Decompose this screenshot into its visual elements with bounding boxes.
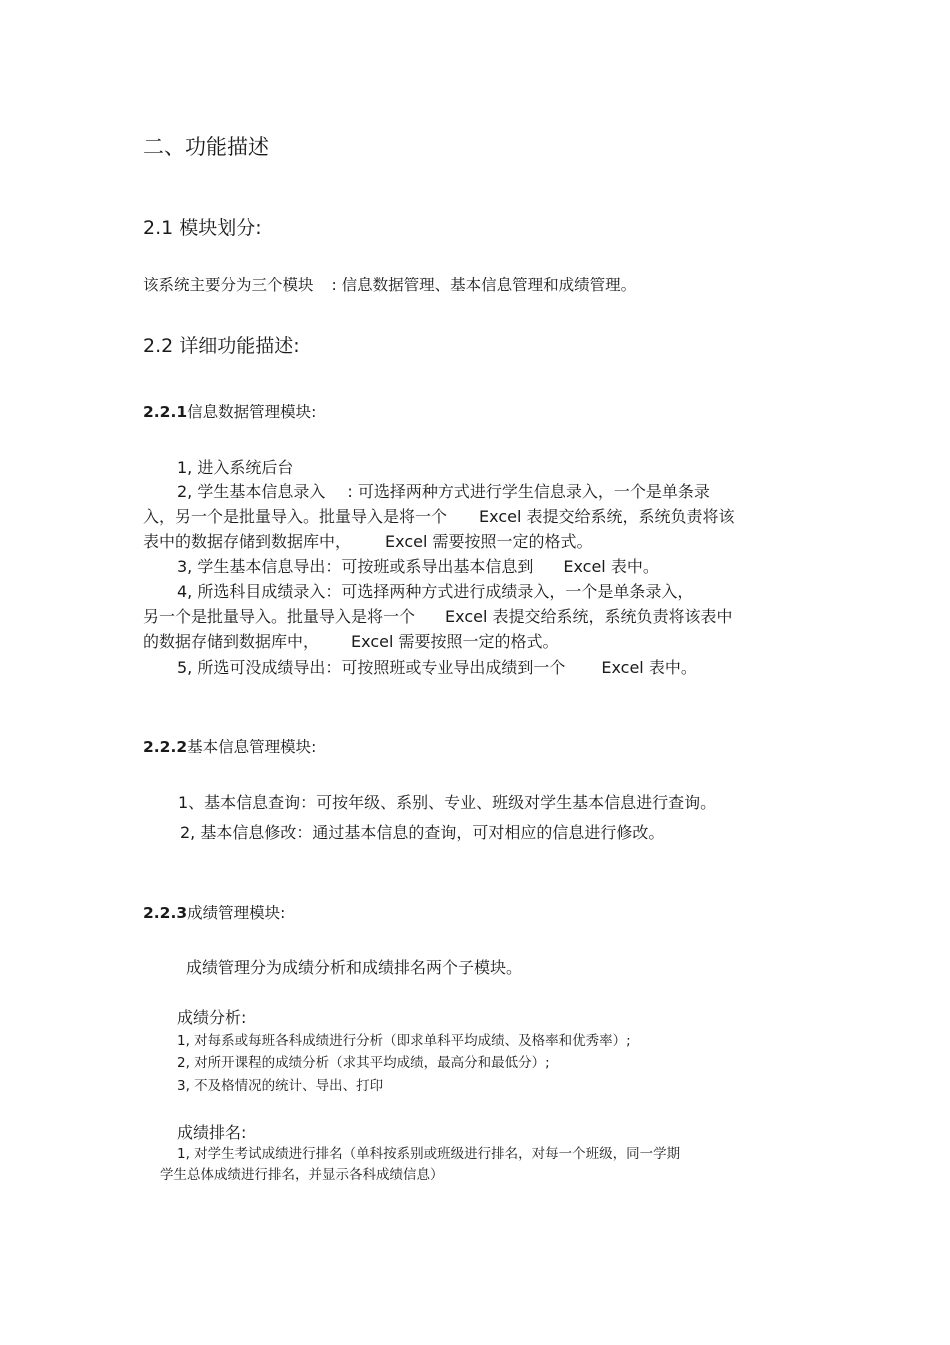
heading-2-2-2-number: 2.2.2 — [143, 738, 188, 756]
heading-2-2-1 — [143, 405, 316, 421]
heading-2-2-3 — [143, 906, 285, 922]
analysis-item-3: 3, 不及格情况的统计、导出、打印 — [177, 1078, 384, 1094]
s221-line-4 — [143, 534, 593, 550]
ranking-item-1-cont: 学生总体成绩进行排名，并显示各科成绩信息） — [160, 1167, 444, 1183]
s21-text-part2: : 信息数据管理、基本信息管理和成绩管理。 — [331, 276, 637, 294]
analysis-title: 成绩分析: — [177, 1008, 247, 1027]
s221-line-8 — [143, 634, 559, 650]
heading-2-1: 2.1 模块划分: — [143, 217, 262, 239]
s222-item-1: 1、基本信息查询：可按年级、系别、专业、班级对学生基本信息进行查询。 — [178, 793, 717, 812]
s221-line-4-a: 表中的数据存储到数据库中， — [143, 532, 352, 551]
s221-line-6-text: 4, 所选科目成绩录入：可选择两种方式进行成绩录入，一个是单条录入， — [177, 582, 694, 601]
heading-2-2-2 — [143, 740, 316, 756]
section-title: 二、功能描述 — [143, 135, 269, 159]
s221-line-9-b: Excel 表中。 — [601, 658, 697, 677]
s221-line-5-b: Excel 表中。 — [563, 557, 659, 576]
s221-line-1 — [177, 460, 293, 476]
s221-line-8-a: 的数据存储到数据库中， — [143, 632, 320, 651]
heading-2-2-3-number: 2.2.3 — [143, 904, 188, 922]
s223-intro: 成绩管理分为成绩分析和成绩排名两个子模块。 — [186, 958, 523, 977]
s221-line-4-b: Excel 需要按照一定的格式。 — [385, 532, 593, 551]
s221-line-7 — [143, 609, 733, 625]
s221-line-3-a: 入，另一个是批量导入。批量导入是将一个 — [143, 507, 448, 526]
s221-line-6 — [177, 584, 693, 600]
heading-2-2-1-title: 信息数据管理模块: — [187, 403, 317, 421]
s221-line-2-b: : 可选择两种方式进行学生信息录入，一个是单条录 — [347, 482, 710, 501]
s221-line-2-a: 2, 学生基本信息录入 — [177, 482, 326, 501]
s221-line-8-b: Excel 需要按照一定的格式。 — [351, 632, 559, 651]
ranking-item-1: 1, 对学生考试成绩进行排名（单科按系别或班级进行排名，对每一个班级，同一学期 — [177, 1146, 681, 1162]
s21-text — [143, 278, 636, 294]
s222-item-2: 2, 基本信息修改：通过基本信息的查询，可对相应的信息进行修改。 — [180, 823, 665, 842]
ranking-title: 成绩排名: — [177, 1123, 247, 1142]
s221-line-3 — [143, 509, 735, 525]
heading-2-2: 2.2 详细功能描述: — [143, 335, 300, 357]
s221-line-5 — [177, 559, 659, 575]
s221-line-7-b: Excel 表提交给系统，系统负责将该表中 — [445, 607, 733, 626]
s221-line-9-a: 5, 所选可没成绩导出：可按照班或专业导出成绩到一个 — [177, 658, 566, 677]
heading-2-2-1-number: 2.2.1 — [143, 403, 188, 421]
s221-line-7-a: 另一个是批量导入。批量导入是将一个 — [143, 607, 416, 626]
heading-2-2-2-title: 基本信息管理模块: — [187, 738, 317, 756]
s21-text-part1: 该系统主要分为三个模块 — [143, 276, 314, 294]
analysis-item-1: 1, 对每系或每班各科成绩进行分析（即求单科平均成绩、及格率和优秀率）; — [177, 1033, 631, 1049]
s221-line-5-a: 3, 学生基本信息导出：可按班或系导出基本信息到 — [177, 557, 534, 576]
analysis-item-2: 2, 对所开课程的成绩分析（求其平均成绩，最高分和最低分）; — [177, 1055, 550, 1071]
s221-line-3-b: Excel 表提交给系统，系统负责将该 — [479, 507, 735, 526]
s221-line-2 — [177, 484, 710, 500]
heading-2-2-3-title: 成绩管理模块: — [187, 904, 286, 922]
s221-line-1-text: 1, 进入系统后台 — [177, 458, 294, 477]
s221-line-9 — [177, 660, 697, 676]
